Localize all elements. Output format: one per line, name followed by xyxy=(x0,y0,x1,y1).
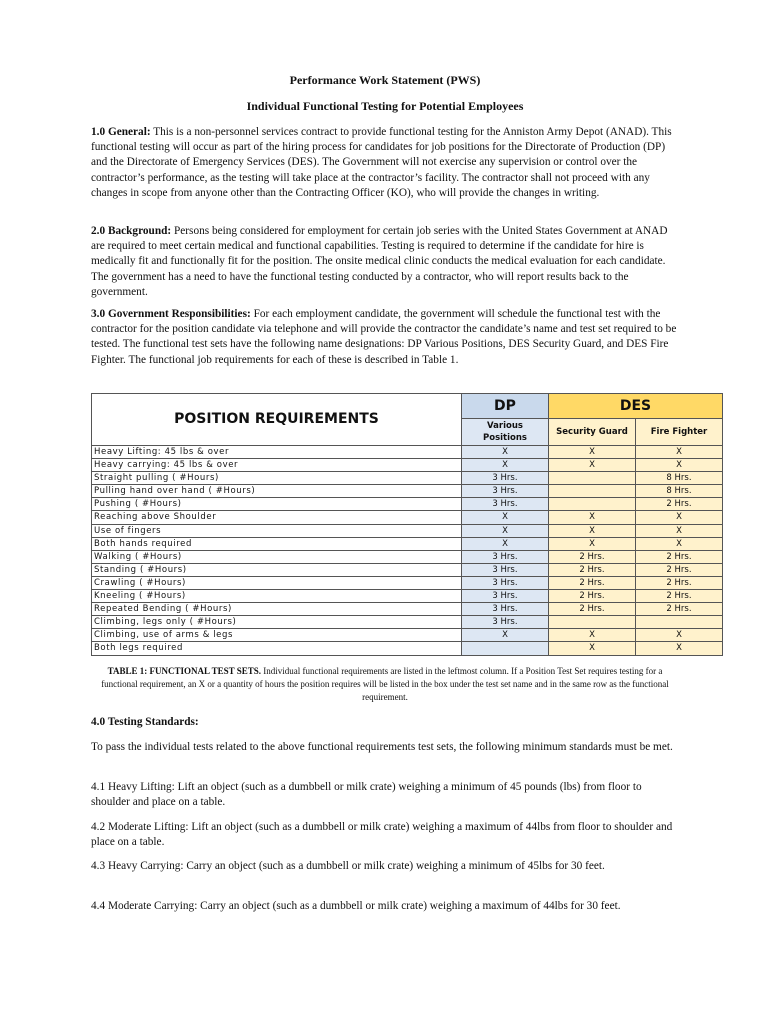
security-guard-cell: X xyxy=(549,446,636,459)
table-row xyxy=(92,576,723,589)
table-row xyxy=(92,616,723,629)
fire-fighter-cell: 8 Hrs. xyxy=(636,485,723,498)
security-guard-cell: 2 Hrs. xyxy=(549,563,636,576)
fire-fighter-cell: X xyxy=(636,642,723,655)
requirement-label: Use of fingers xyxy=(92,524,462,537)
fire-fighter-cell: X xyxy=(636,459,723,472)
various-positions-cell: X xyxy=(462,629,549,642)
table-row xyxy=(92,472,723,485)
requirement-label: Walking ( #Hours) xyxy=(92,550,462,563)
requirement-label: Straight pulling ( #Hours) xyxy=(92,472,462,485)
fire-fighter-cell xyxy=(636,616,723,629)
fire-fighter-cell: 2 Hrs. xyxy=(636,590,723,603)
testing-intro: To pass the individual tests related to the above functional requirements test sets, the following minimum standards must be met. xyxy=(91,741,673,753)
fire-fighter-cell: 2 Hrs. xyxy=(636,563,723,576)
various-positions-cell: 3 Hrs. xyxy=(462,603,549,616)
section-government xyxy=(91,307,681,368)
table-row xyxy=(92,485,723,498)
dp-header: DP xyxy=(462,394,549,419)
security-guard-cell: X xyxy=(549,642,636,655)
section-general-text: This is a non-personnel services contract to provide functional testing for the Anniston Army Depot (ANAD). This functional testing will occur as part of the hiring process for candidates for job positions for the Directorate of Production (DP) and the Directorate of Emergency Services (DES). The Government will not exercise any supervision or control over the contractor’s performance, as the testing will take place at the contractor’s facility. The contractor shall not proceed with any changes in scope from anyone other than the Contracting Officer (KO), who will provide the changes in writing. xyxy=(91,126,672,199)
security-guard-cell: 2 Hrs. xyxy=(549,590,636,603)
table-row xyxy=(92,511,723,524)
testing-item-4-1: 4.1 Heavy Lifting: Lift an object (such as a dumbbell or milk crate) weighing a minimum of 45 pounds (lbs) from floor to shoulder and place on a table. xyxy=(91,781,642,809)
various-positions-cell: 3 Hrs. xyxy=(462,498,549,511)
table-row xyxy=(92,459,723,472)
section-general-heading: 1.0 General: xyxy=(91,126,151,138)
security-guard-cell: X xyxy=(549,629,636,642)
table-row xyxy=(92,524,723,537)
table-row xyxy=(92,550,723,563)
document-subtitle: Individual Functional Testing for Potential Employees xyxy=(246,99,524,113)
security-guard-header: Security Guard xyxy=(549,419,636,446)
section-government-text: For each employment candidate, the government will schedule the functional test with the contractor for the position candidate via telephone and will provide the contractor the candidate’s name and test set required to be tested. The functional test sets have the following name designations: DP Various Positions, DES Security Guard, and DES Fire Fighter. The functional job requirements for each of these is described in Table 1. xyxy=(91,308,677,366)
fire-fighter-cell: 2 Hrs. xyxy=(636,498,723,511)
security-guard-cell: X xyxy=(549,459,636,472)
various-positions-cell: 3 Hrs. xyxy=(462,563,549,576)
table-row xyxy=(92,563,723,576)
testing-item-4-3: 4.3 Heavy Carrying: Carry an object (such as a dumbbell or milk crate) weighing a minimum of 45lbs for 30 feet. xyxy=(91,860,605,872)
various-positions-header: Various Positions xyxy=(462,419,549,446)
requirement-label: Both legs required xyxy=(92,642,462,655)
security-guard-cell: 2 Hrs. xyxy=(549,576,636,589)
table-row xyxy=(92,603,723,616)
requirement-label: Kneeling ( #Hours) xyxy=(92,590,462,603)
section-background-text: Persons being considered for employment for certain job series with the United States Government at ANAD are required to meet certain medical and functional capabilities. Testing is required to determine if the candidate for hire is medically fit and functionally fit for the position. The onsite medical clinic conducts the medical evaluation for each candidate. The government has a need to have the functional testing conducted by a contractor, who will report results back to the government. xyxy=(91,225,668,298)
various-positions-cell: X xyxy=(462,537,549,550)
section-background xyxy=(91,224,681,300)
various-positions-cell: 3 Hrs. xyxy=(462,616,549,629)
table-row xyxy=(92,537,723,550)
testing-item-4-2: 4.2 Moderate Lifting: Lift an object (such as a dumbbell or milk crate) weighing a maximum of 44lbs from floor to shoulder and place on a table. xyxy=(91,821,673,849)
security-guard-cell: 2 Hrs. xyxy=(549,603,636,616)
table-row xyxy=(92,629,723,642)
fire-fighter-cell: X xyxy=(636,511,723,524)
fire-fighter-cell: 2 Hrs. xyxy=(636,550,723,563)
fire-fighter-cell: 2 Hrs. xyxy=(636,576,723,589)
table-row xyxy=(92,590,723,603)
section-background-heading: 2.0 Background: xyxy=(91,225,172,237)
des-header: DES xyxy=(549,394,723,419)
testing-item-4-4: 4.4 Moderate Carrying: Carry an object (such as a dumbbell or milk crate) weighing a maximum of 44lbs for 30 feet. xyxy=(91,900,621,912)
various-positions-cell: X xyxy=(462,511,549,524)
security-guard-cell: 2 Hrs. xyxy=(549,550,636,563)
document-title: Performance Work Statement (PWS) xyxy=(289,73,481,87)
fire-fighter-cell: X xyxy=(636,629,723,642)
table-caption-label: TABLE 1: FUNCTIONAL TEST SETS. xyxy=(107,666,261,676)
various-positions-cell: 3 Hrs. xyxy=(462,550,549,563)
requirement-label: Crawling ( #Hours) xyxy=(92,576,462,589)
requirement-label: Climbing, legs only ( #Hours) xyxy=(92,616,462,629)
security-guard-cell xyxy=(549,616,636,629)
requirement-label: Pushing ( #Hours) xyxy=(92,498,462,511)
requirement-label: Repeated Bending ( #Hours) xyxy=(92,603,462,616)
requirements-table-body xyxy=(92,446,723,656)
requirements-table xyxy=(91,393,723,656)
various-positions-cell: 3 Hrs. xyxy=(462,590,549,603)
fire-fighter-cell: X xyxy=(636,537,723,550)
fire-fighter-header: Fire Fighter xyxy=(636,419,723,446)
requirement-label: Heavy Lifting: 45 lbs & over xyxy=(92,446,462,459)
position-requirements-header: POSITION REQUIREMENTS xyxy=(92,394,462,446)
fire-fighter-cell: X xyxy=(636,524,723,537)
various-positions-cell: 3 Hrs. xyxy=(462,576,549,589)
table-caption xyxy=(95,665,675,704)
security-guard-cell: X xyxy=(549,524,636,537)
section-general xyxy=(91,125,681,201)
various-positions-cell: X xyxy=(462,446,549,459)
table-caption-text: Individual functional requirements are listed in the leftmost column. If a Position Test Set requires testing for a functional requirement, an X or a quantity of hours the position requires will be listed in the box under the test set name and in the same row as the functional requirement. xyxy=(101,666,669,702)
table-row xyxy=(92,642,723,655)
various-positions-cell xyxy=(462,642,549,655)
fire-fighter-cell: X xyxy=(636,446,723,459)
requirement-label: Heavy carrying: 45 lbs & over xyxy=(92,459,462,472)
various-positions-cell: X xyxy=(462,524,549,537)
security-guard-cell: X xyxy=(549,537,636,550)
requirement-label: Climbing, use of arms & legs xyxy=(92,629,462,642)
fire-fighter-cell: 8 Hrs. xyxy=(636,472,723,485)
section-government-heading: 3.0 Government Responsibilities: xyxy=(91,308,251,320)
various-positions-cell: 3 Hrs. xyxy=(462,485,549,498)
fire-fighter-cell: 2 Hrs. xyxy=(636,603,723,616)
security-guard-cell: X xyxy=(549,511,636,524)
testing-standards-heading: 4.0 Testing Standards: xyxy=(91,716,199,728)
various-positions-cell: X xyxy=(462,459,549,472)
requirement-label: Both hands required xyxy=(92,537,462,550)
table-row xyxy=(92,446,723,459)
requirement-label: Standing ( #Hours) xyxy=(92,563,462,576)
various-positions-cell: 3 Hrs. xyxy=(462,472,549,485)
requirement-label: Pulling hand over hand ( #Hours) xyxy=(92,485,462,498)
security-guard-cell xyxy=(549,472,636,485)
security-guard-cell xyxy=(549,485,636,498)
requirement-label: Reaching above Shoulder xyxy=(92,511,462,524)
table-row xyxy=(92,498,723,511)
security-guard-cell xyxy=(549,498,636,511)
